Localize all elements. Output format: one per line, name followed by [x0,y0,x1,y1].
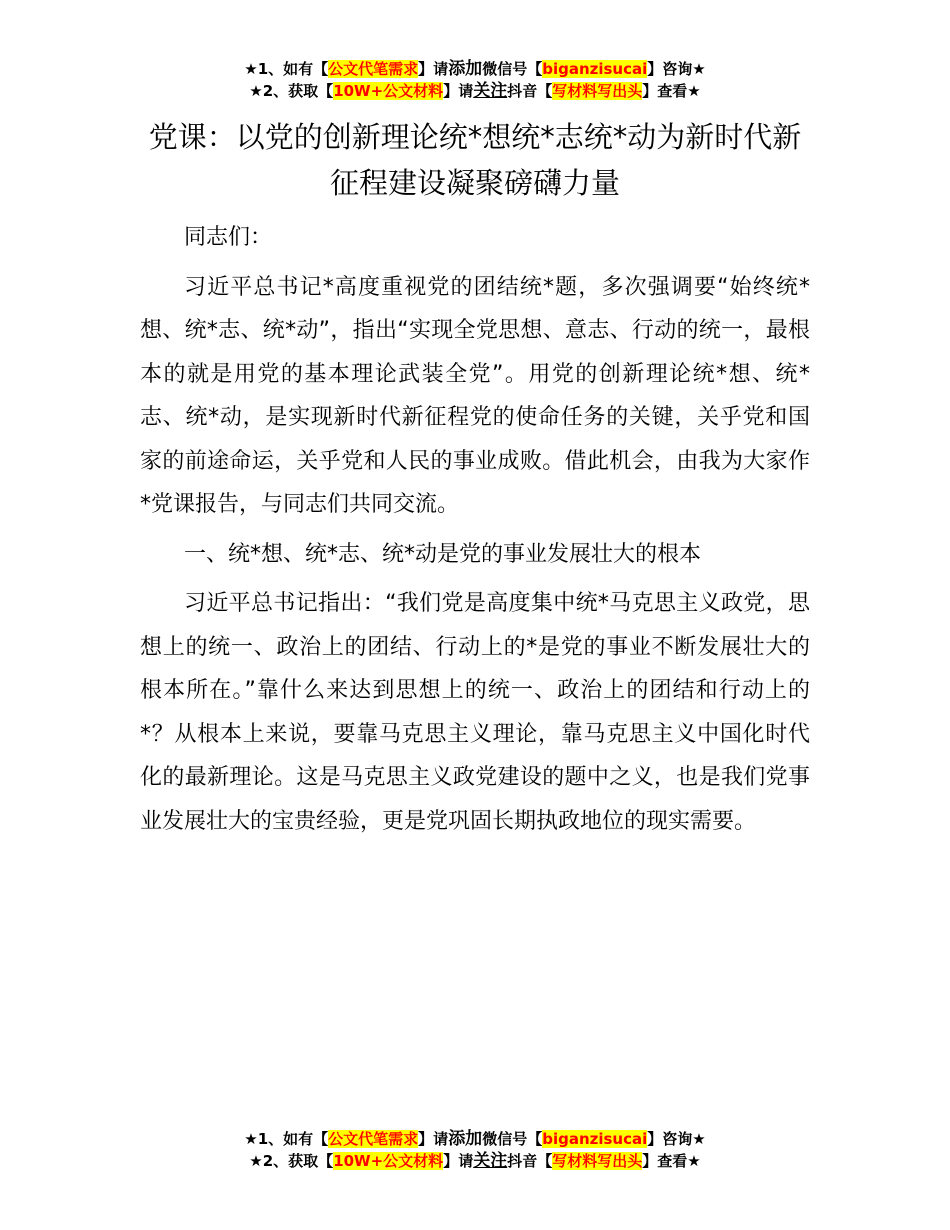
ad-text: ★2、获取【 [249,82,334,100]
ad-highlight: 10W+公文材料 [333,82,444,100]
ad-text: 】请 [418,1130,449,1148]
ad-text: 微信号【 [482,60,543,78]
document-title: 党课：以党的创新理论统*想统*志统*动为新时代新征程建设凝聚磅礴力量 [148,120,802,200]
ad-text: 】请 [443,82,474,100]
ad-line-wechat [0,58,950,80]
paragraph: 习近平总书记*高度重视党的团结统*题，多次强调要“始终统*想、统*志、统*动”，指出“实现全党思想、意志、行动的统一，最根本的就是用党的基本理论武装全党”。用党的创新理论统*想、统*志、统*动，是实现新时代新征程党的使命任务的关键，关乎党和国家的前途命运，关乎党和人民的事业成败。借此机会，由我为大家作*党课报告，与同志们共同交流。 [140,274,810,517]
ad-text: 】查看★ [642,82,701,100]
ad-highlight: 公文代笔需求 [328,60,419,78]
ad-emphasis: 添加 [448,1129,483,1149]
ad-text: 】请 [418,60,449,78]
ad-line-douyin [0,1150,950,1172]
ad-highlight: biganzisucai [542,60,648,78]
footer-ad [0,1128,950,1172]
ad-text: 微信号【 [482,1130,543,1148]
ad-text: 抖音【 [507,82,553,100]
ad-highlight: 公文代笔需求 [328,1130,419,1148]
ad-highlight: biganzisucai [542,1130,648,1148]
ad-text: 】请 [443,1152,474,1170]
header-ad [0,58,950,102]
document-body [140,216,810,843]
section-heading: 一、统*想、统*志、统*动是党的事业发展壮大的根本 [184,541,702,567]
ad-emphasis: 添加 [448,59,483,79]
ad-text: 抖音【 [507,1152,553,1170]
ad-emphasis: 关注 [473,81,508,101]
salutation: 同志们： [184,225,273,250]
ad-text: 】咨询★ [647,1130,706,1148]
ad-text: 】咨询★ [647,60,706,78]
ad-emphasis: 关注 [473,1151,508,1171]
ad-text: 】查看★ [642,1152,701,1170]
ad-text: ★1、如有【 [244,60,329,78]
paragraph: 习近平总书记指出：“我们党是高度集中统*马克思主义政党，思想上的统一、政治上的团结、行动上的*是党的事业不断发展壮大的根本所在。”靠什么来达到思想上的统一、政治上的团结和行动上的*？从根本上来说，要靠马克思主义理论，靠马克思主义中国化时代化的最新理论。这是马克思主义政党建设的题中之义，也是我们党事业发展壮大的宝贵经验，更是党巩固长期执政地位的现实需要。 [140,591,810,834]
ad-line-douyin [0,80,950,102]
ad-highlight: 10W+公文材料 [333,1152,444,1170]
ad-text: ★1、如有【 [244,1130,329,1148]
ad-text: ★2、获取【 [249,1152,334,1170]
ad-highlight: 写材料写出头 [552,82,643,100]
ad-highlight: 写材料写出头 [552,1152,643,1170]
ad-line-wechat [0,1128,950,1150]
